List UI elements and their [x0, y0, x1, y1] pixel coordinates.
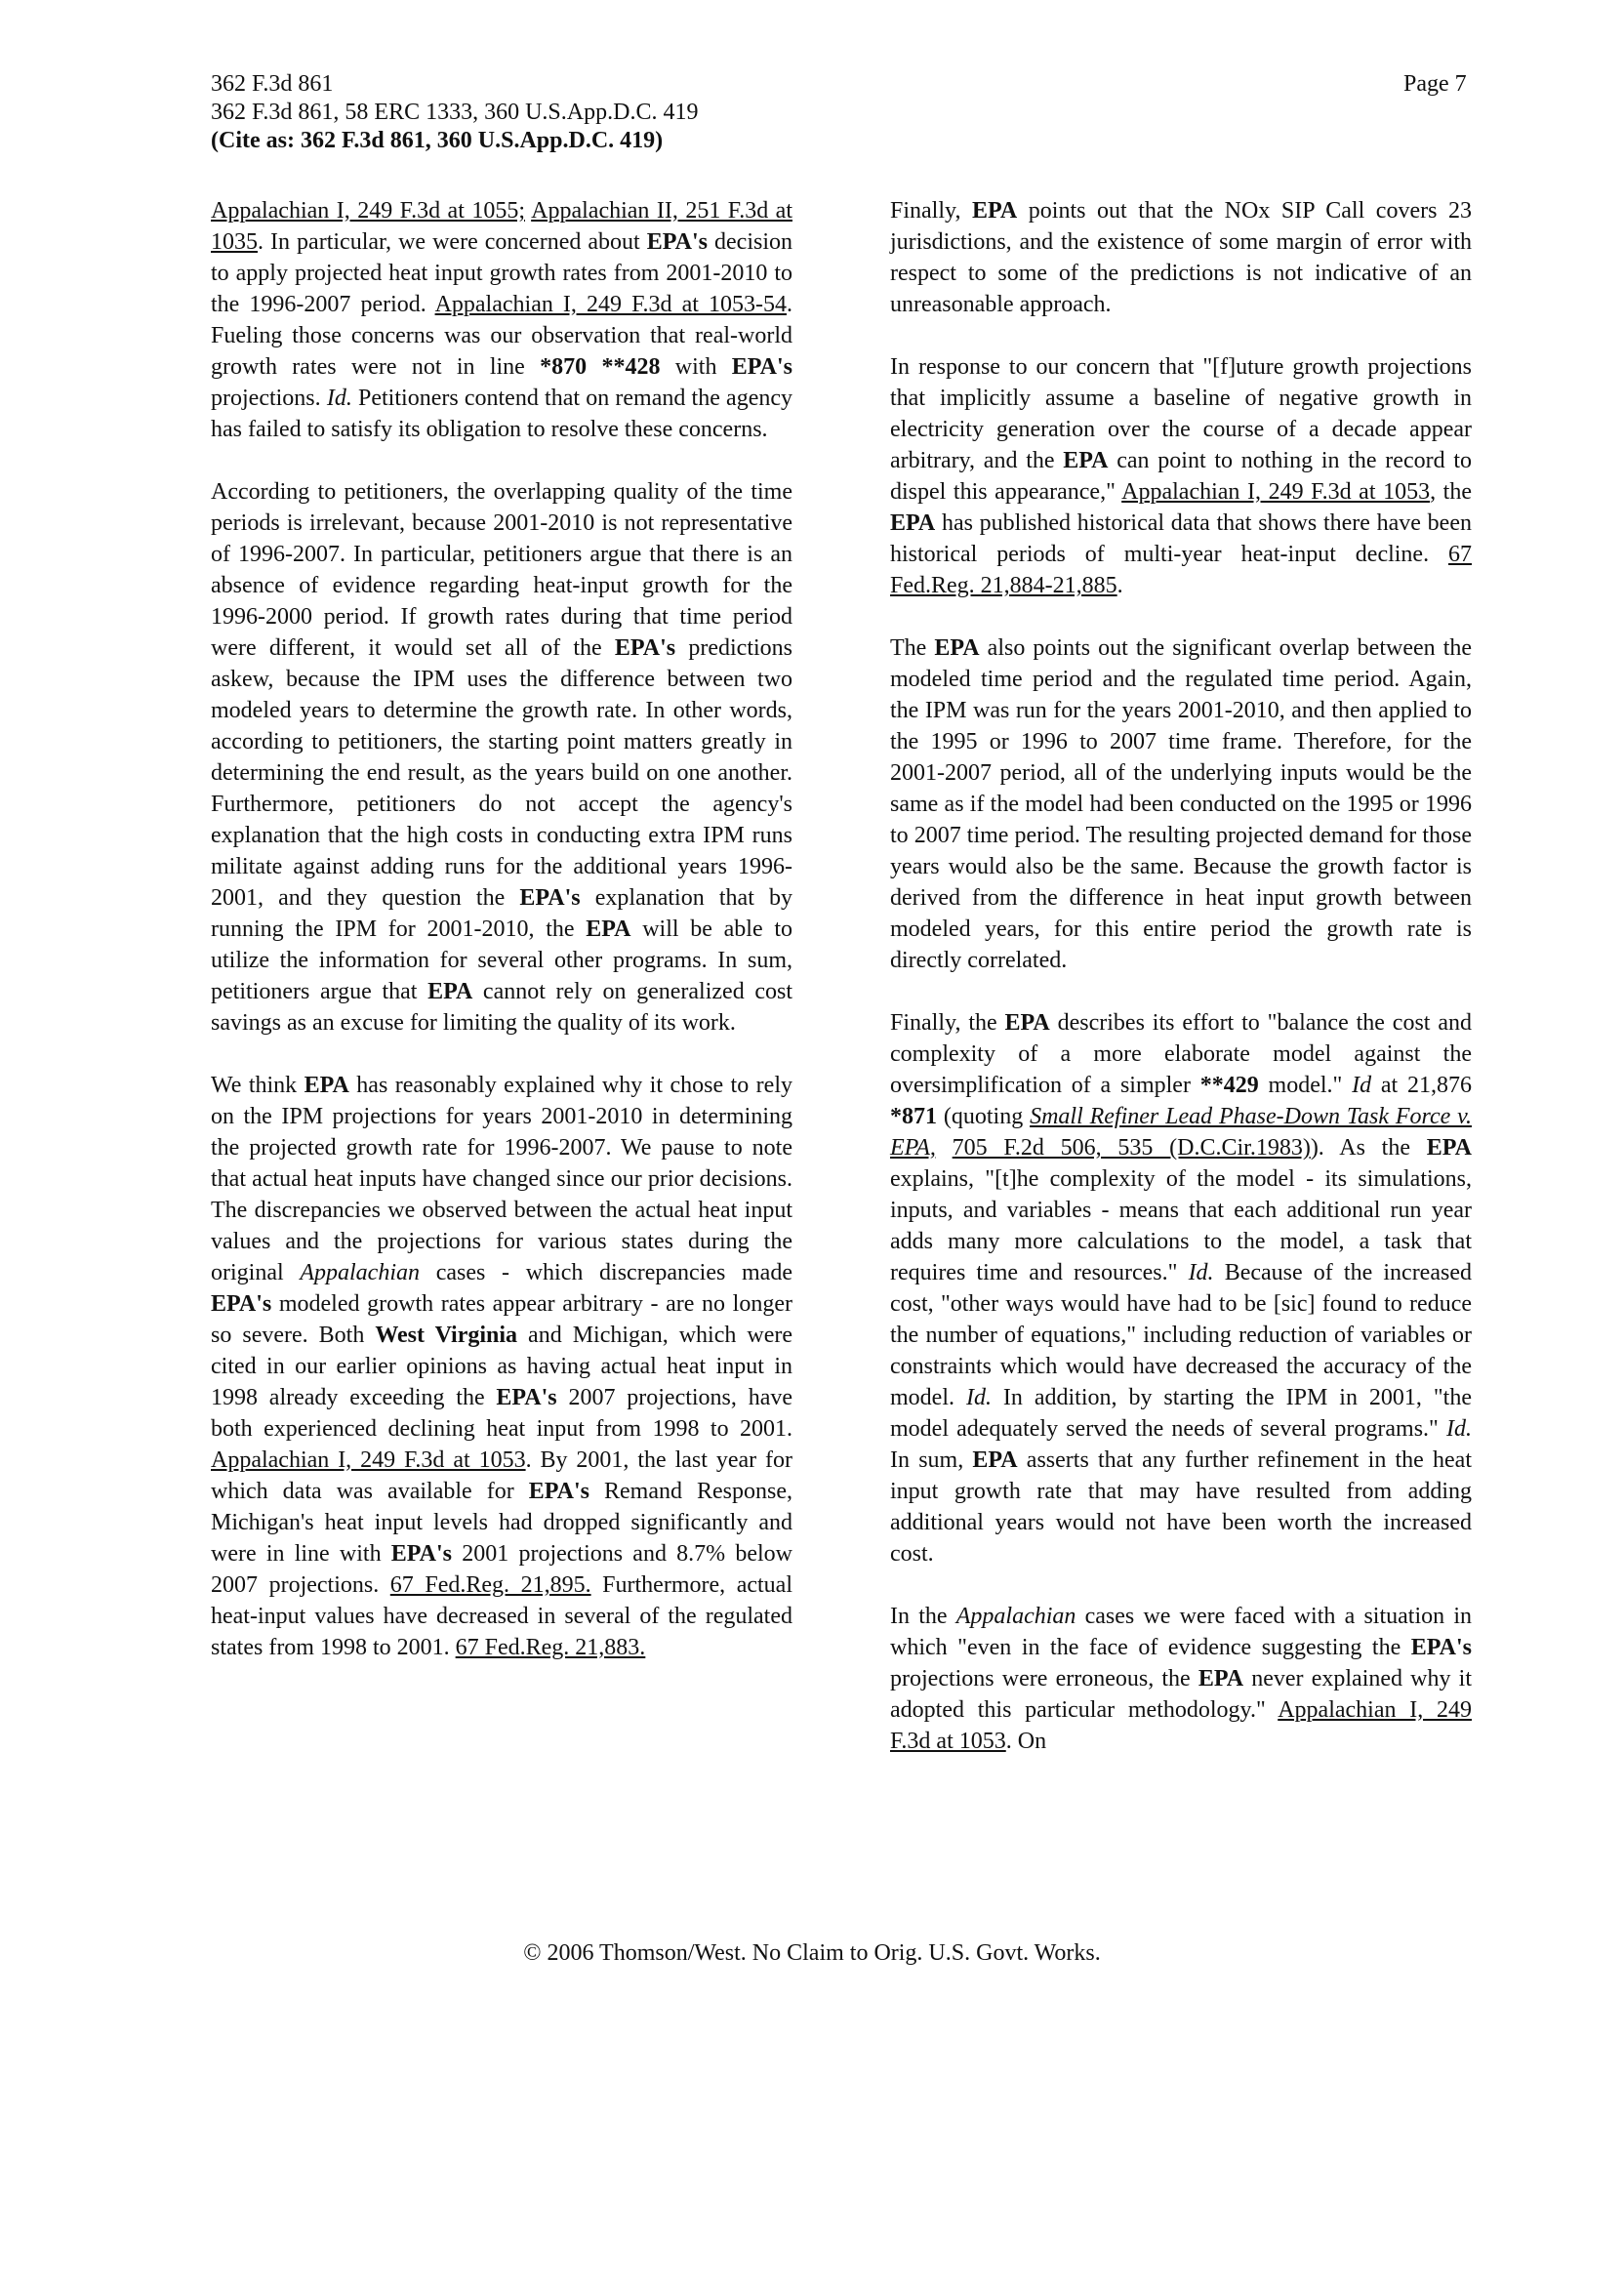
text: decision to apply projected heat input growth rates from 2001-2010 to the 1996-2007 period. — [211, 229, 792, 317]
text: ). As the — [1310, 1135, 1427, 1161]
citation-link[interactable]: Small Refiner Lead Phase-Down Task Force v. EPA, — [890, 1104, 1473, 1161]
text: at 21,876 — [1371, 1073, 1472, 1098]
star-page-marker: *871 — [890, 1104, 937, 1129]
text: In sum, — [890, 1447, 973, 1473]
text: projections were erroneous, the — [890, 1666, 1198, 1691]
term-epa: EPA — [1198, 1666, 1244, 1691]
term-epa: EPA's — [528, 1479, 589, 1504]
term-epa: EPA — [934, 635, 980, 661]
citation-line-2: 362 F.3d 861, 58 ERC 1333, 360 U.S.App.D.C. 419 — [211, 100, 699, 125]
term-epa: EPA's — [211, 1291, 272, 1317]
id-citation: Id. — [1188, 1260, 1214, 1285]
star-page-marker: **429 — [1199, 1073, 1259, 1098]
text: Finally, — [890, 198, 973, 224]
term-epa: EPA's — [731, 354, 793, 380]
text: Remand Response, Michigan's heat input levels had dropped significantly and were in line with — [211, 1479, 792, 1567]
text: In response to our concern that "[f]uture growth projections that implicitly assume a baseline of negative growth in electricity generation over the course of a decade appear arbitrary, and the — [890, 354, 1472, 473]
term-epa: EPA's — [390, 1541, 453, 1567]
term-epa: EPA — [890, 510, 936, 536]
citation-link[interactable]: 67 Fed.Reg. 21,883. — [455, 1635, 646, 1660]
paragraph: In response to our concern that "[f]uture growth projections that implicitly assume a baseline of negative growth in electricity generation over the course of a decade appear arbitrary, and the EPA can point to nothing in the record to dispel this appearance," Appalachian I, 249 F.3d at 1053, the EPA has published historical data that shows there have been historical periods of multi-year heat-input decline. 67 Fed.Reg. 21,884-21,885. — [890, 354, 1473, 598]
document-header — [211, 70, 698, 155]
paragraph — [890, 195, 1472, 320]
term-epa: EPA's — [1410, 1635, 1472, 1660]
case-name: Appalachian — [955, 1604, 1076, 1629]
text: has reasonably explained why it chose to rely on the IPM projections for years 2001-2010 in determining the projected growth rate for 1996-2007. We pause to note that actual heat inputs have changed since our prior decisions. The discrepancies we observed between the actual heat input values and the projections for various states during the original — [211, 1073, 792, 1285]
text: points out that the NOx SIP Call covers 23 jurisdictions, and the existence of some margin of error with respect to some of the predictions is not indicative of an unreasonable approach. — [890, 198, 1473, 317]
text: explains, "[t]he complexity of the model - its simulations, inputs, and variables - means that each additional run year adds many more calculations to the model, a task that requires time and resources." — [890, 1166, 1472, 1285]
citation-link[interactable]: 67 Fed.Reg. 21,884-21,885 — [890, 542, 1472, 598]
left-column — [211, 195, 792, 1694]
right-column — [890, 195, 1472, 1788]
id-citation: Id — [1352, 1073, 1372, 1098]
term-epa: EPA — [972, 198, 1018, 224]
text: 2007 projections, have both experienced declining heat input from 1998 to 2001. — [211, 1385, 792, 1442]
paragraph — [890, 632, 1472, 976]
citation-link[interactable]: 705 F.2d 506, 535 (D.C.Cir.1983) — [952, 1135, 1311, 1161]
cite-as-line: (Cite as: 362 F.3d 861, 360 U.S.App.D.C. 419) — [211, 128, 664, 153]
citation-link[interactable]: Appalachian I, 249 F.3d at 1053 — [890, 1697, 1472, 1754]
term-epa: EPA — [1063, 448, 1109, 473]
text: can point to nothing in the record to dispel this appearance," — [890, 448, 1473, 505]
paragraph: In the Appalachian cases we were faced with a situation in which "even in the face of evidence suggesting the EPA's projections were erroneous, the EPA never explained why it adopted this particular methodology." Appalachian I, 249 F.3d at 1053. On — [890, 1604, 1472, 1754]
text: According to petitioners, the overlapping quality of the time periods is irrelevant, because 2001-2010 is not representative of 1996-2007. In particular, petitioners argue that there is an absence of evidence regarding heat-input growth for the 1996-2000 period. If growth rates during that time period were different, it would set all of the — [211, 479, 792, 661]
citation-link[interactable]: Appalachian I, 249 F.3d at 1055; — [211, 198, 525, 224]
text: also points out the significant overlap between the modeled time period and the regulated time period. Again, the IPM was run for the years 2001-2010, and then applied to the 1995 or 1996 to 2007 time frame. Therefore, for the 2001-2007 period, all of the underlying inputs would be the same as if the model had been conducted on the 1995 or 1996 to 2007 time period. The resulting projected demand for those years would also be the same. Because the growth factor is derived from the difference in heat input growth between modeled years, for this entire period the growth rate is directly correlated. — [890, 635, 1473, 973]
term-epa: EPA — [304, 1073, 349, 1098]
term-epa: EPA's — [519, 885, 581, 911]
text: (quoting — [937, 1104, 1031, 1129]
text: with — [660, 354, 732, 380]
text: 2001 projections and 8.7% below 2007 projections. — [211, 1541, 793, 1598]
text: Because of the increased cost, "other ways would have had to be [sic] found to reduce the number of equations," including reduction of variables or constraints which would have decreased the accuracy of the model. — [890, 1260, 1472, 1410]
term-epa: EPA — [586, 917, 631, 942]
term-west-virginia: West Virginia — [375, 1323, 518, 1348]
term-epa: EPA's — [646, 229, 708, 255]
text: asserts that any further refinement in the heat input growth rate that may have resulted from adding additional years would not have been worth the increased cost. — [890, 1447, 1472, 1567]
term-epa: EPA — [1004, 1010, 1050, 1036]
citation-link[interactable]: Appalachian II, 251 F.3d at 1035 — [211, 198, 792, 255]
term-epa: EPA's — [496, 1385, 557, 1410]
text: predictions askew, because the IPM uses the difference between two modeled years to determine the growth rate. In other words, according to petitioners, the starting point matters greatly in determining the end result, as the years build on one another. Furthermore, petitioners do not accept the agency's explanation that the high costs in conducting extra IPM runs militate against adding runs for the additional years 1996-2001, and they question the — [211, 635, 793, 911]
page-number: Page 7 — [1403, 71, 1467, 97]
text: The — [890, 635, 935, 661]
text: Finally, the — [890, 1010, 1005, 1036]
text: modeled growth rates appear arbitrary - are no longer so severe. Both — [211, 1291, 792, 1348]
text: the — [1436, 479, 1472, 505]
term-epa: EPA — [972, 1447, 1018, 1473]
text: By 2001, the last year for which data was available for — [211, 1447, 793, 1504]
text: has published historical data that shows there have been historical periods of multi-year heat-input decline. — [890, 510, 1472, 567]
text: In particular, we were concerned about — [264, 229, 647, 255]
text: In addition, by starting the IPM in 2001, "the model adequately served the needs of several programs." — [890, 1385, 1472, 1442]
text: explanation that by running the IPM for 2001-2010, the — [211, 885, 793, 942]
text: describes its effort to "balance the cost and complexity of a more elaborate model against the oversimplification of a simpler — [890, 1010, 1472, 1098]
text: will be able to utilize the information for several other programs. In sum, petitioners argue that — [211, 917, 792, 1004]
text: cases we were faced with a situation in which "even in the face of evidence suggesting the — [890, 1604, 1472, 1660]
text: Furthermore, actual heat-input values have decreased in several of the regulated states from 1998 to 2001. — [211, 1572, 792, 1660]
citation-line-1: 362 F.3d 861 — [211, 71, 334, 97]
text: never explained why it adopted this particular methodology." — [890, 1666, 1472, 1723]
text: Petitioners contend that on remand the agency has failed to satisfy its obligation to resolve these concerns. — [211, 386, 792, 442]
text: Fueling those concerns was our observation that real-world growth rates were not in line — [211, 323, 792, 380]
id-citation: Id. — [326, 386, 352, 411]
citation-link[interactable]: Appalachian I, 249 F.3d at 1053-54 — [434, 292, 787, 317]
case-name: Appalachian — [300, 1260, 420, 1285]
paragraph: We think EPA has reasonably explained why it chose to rely on the IPM projections for years 2001-2010 in determining the projected growth rate for 1996-2007. We pause to note that actual heat inputs have changed since our prior decisions. The discrepancies we observed between the actual heat input values and the projections for various states during the original Appalachian cases - which discrepancies made EPA's modeled growth rates appear arbitrary - are no longer so severe. Both West Virginia and Michigan, which were cited in our earlier opinions as having actual heat input in 1998 already exceeding the EPA's 2007 projections, have both experienced declining heat input from 1998 to 2001. Appalachian I, 249 F.3d at 1053. By 2001, the last year for which data was available for EPA's Remand Response, Michigan's heat input levels had dropped significantly and were in line with EPA's 2001 projections and 8.7% below 2007 projections. 67 Fed.Reg. 21,895. Furthermore, actual heat-input values have decreased in several of the regulated states from 1998 to 2001. 67 Fed.Reg. 21,883. — [211, 1073, 793, 1660]
id-citation: Id. — [965, 1385, 992, 1410]
term-epa: EPA — [1426, 1135, 1472, 1161]
term-epa: EPA's — [614, 635, 676, 661]
star-page-marker: *870 **428 — [540, 354, 661, 380]
id-citation: Id. — [1446, 1416, 1472, 1442]
term-epa: EPA — [427, 979, 473, 1004]
citation-link[interactable]: Appalachian I, 249 F.3d at 1053 — [1121, 479, 1431, 505]
text: cannot rely on generalized cost savings as an excuse for limiting the quality of its work. — [211, 979, 792, 1036]
citation-link[interactable]: Appalachian I, 249 F.3d at 1053 — [211, 1447, 526, 1473]
text: In the — [890, 1604, 956, 1629]
copyright-footer: © 2006 Thomson/West. No Claim to Orig. U.S. Govt. Works. — [523, 1940, 1101, 1966]
paragraph — [890, 1007, 1472, 1569]
text: cases - which discrepancies made — [420, 1260, 792, 1285]
text: projections. — [211, 386, 327, 411]
text: and Michigan, which were cited in our earlier opinions as having actual heat input in 1998 already exceeding the — [211, 1323, 792, 1410]
citation-link[interactable]: 67 Fed.Reg. 21,895. — [389, 1572, 591, 1598]
text: model." — [1258, 1073, 1353, 1098]
paragraph — [211, 476, 792, 1039]
text: On — [1011, 1729, 1047, 1754]
paragraph: Appalachian I, 249 F.3d at 1055; Appalachian II, 251 F.3d at 1035. In particular, we were concerned about EPA's decision to apply projected heat input growth rates from 2001-2010 to the 1996-2007 period. Appalachian I, 249 F.3d at 1053-54. Fueling those concerns was our observation that real-world growth rates were not in line *870 **428 with EPA's projections. Id. Petitioners contend that on remand the agency has failed to satisfy its obligation to resolve these concerns. — [211, 198, 793, 442]
text: We think — [211, 1073, 304, 1098]
